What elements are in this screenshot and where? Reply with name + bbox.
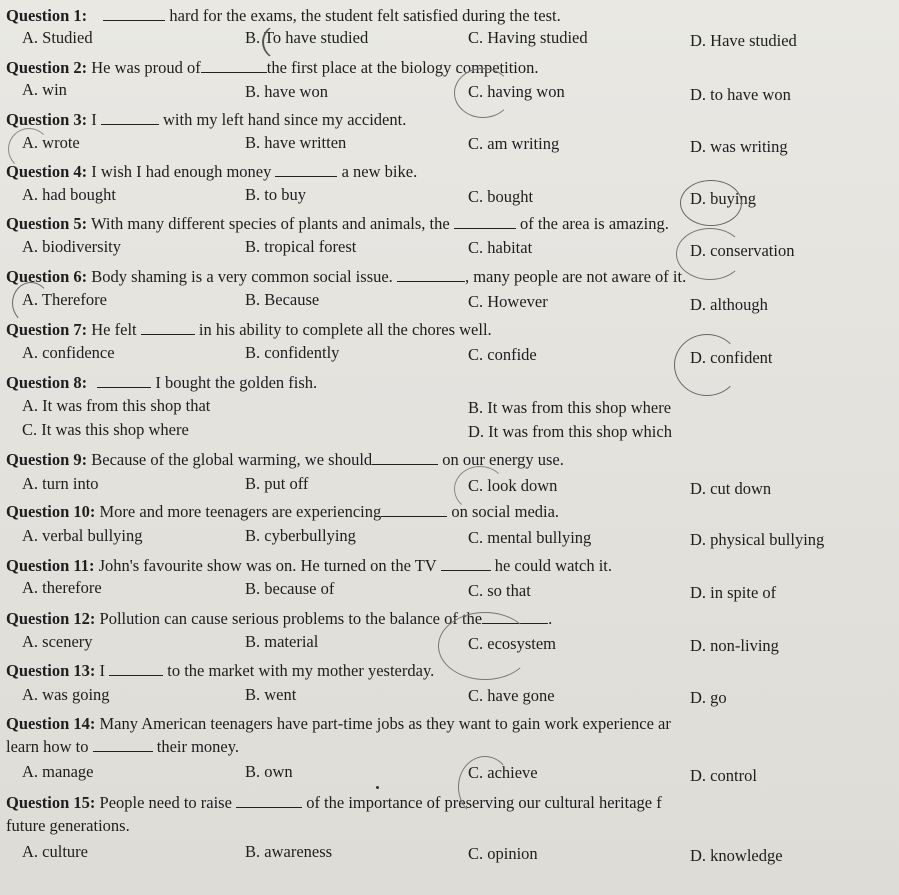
option-11d: D. in spite of xyxy=(690,583,777,602)
answer-blank xyxy=(101,111,159,125)
option-11a: A. therefore xyxy=(22,578,102,597)
option-4c: C. bought xyxy=(468,187,534,206)
question-14-line2: learn how to their money. xyxy=(6,737,240,756)
option-9a: A. turn into xyxy=(22,474,99,493)
option-4d: D. buying xyxy=(690,189,756,208)
option-10d: D. physical bullying xyxy=(690,530,825,549)
option-1a: A. Studied xyxy=(22,28,93,47)
question-14: Question 14: Many American teenagers have part-time jobs as they want to gain work experience ar xyxy=(6,714,671,733)
question-15-line2: future generations. xyxy=(6,816,130,835)
question-11: Question 11: John's favourite show was on. He turned on the TV he could watch it. xyxy=(6,556,612,575)
option-2c: C. having won xyxy=(468,82,565,101)
answer-blank xyxy=(441,557,491,571)
answer-blank xyxy=(93,738,153,752)
option-5a: A. biodiversity xyxy=(22,237,121,256)
question-12: Question 12: Pollution can cause serious problems to the balance of the . xyxy=(6,609,553,628)
option-9d: D. cut down xyxy=(690,479,772,498)
option-8a: A. It was from this shop that xyxy=(22,396,211,415)
question-15: Question 15: People need to raise of the importance of preserving our cultural heritage f xyxy=(6,793,662,812)
option-13c: C. have gone xyxy=(468,686,555,705)
option-14d: D. control xyxy=(690,766,757,785)
option-11b: B. because of xyxy=(245,579,335,598)
answer-blank xyxy=(141,321,195,335)
answer-blank xyxy=(381,503,447,517)
question-6: Question 6: Body shaming is a very common social issue. , many people are not aware of it. xyxy=(6,267,687,286)
option-12b: B. material xyxy=(245,632,319,651)
option-6a: A. Therefore xyxy=(22,290,107,309)
option-3a: A. wrote xyxy=(22,133,80,152)
question-8: Question 8: I bought the golden fish. xyxy=(6,373,318,392)
option-5d: D. conservation xyxy=(690,241,795,260)
pencil-dot xyxy=(376,786,379,789)
answer-blank xyxy=(201,59,267,73)
option-9c: C. look down xyxy=(468,476,558,495)
option-5c: C. habitat xyxy=(468,238,533,257)
option-7c: C. confide xyxy=(468,345,537,364)
answer-blank xyxy=(372,451,438,465)
option-15b: B. awareness xyxy=(245,842,333,861)
answer-blank xyxy=(97,374,151,388)
question-4: Question 4: I wish I had enough money a new bike. xyxy=(6,162,418,181)
answer-blank xyxy=(236,794,302,808)
option-4b: B. to buy xyxy=(245,185,306,204)
question-2: Question 2: He was proud of the first place at the biology competition. xyxy=(6,58,539,77)
option-10a: A. verbal bullying xyxy=(22,526,143,545)
option-8d: D. It was from this shop which xyxy=(468,422,672,441)
option-11c: C. so that xyxy=(468,581,531,600)
option-4a: A. had bought xyxy=(22,185,116,204)
option-15c: C. opinion xyxy=(468,844,538,863)
option-13d: D. go xyxy=(690,688,727,707)
option-14a: A. manage xyxy=(22,762,94,781)
answer-blank xyxy=(397,268,465,282)
option-7a: A. confidence xyxy=(22,343,115,362)
option-3c: C. am writing xyxy=(468,134,560,153)
question-9: Question 9: Because of the global warming, we should on our energy use. xyxy=(6,450,564,469)
option-13b: B. went xyxy=(245,685,297,704)
option-1d: D. Have studied xyxy=(690,31,797,50)
option-10c: C. mental bullying xyxy=(468,528,592,547)
question-3: Question 3: I with my left hand since my accident. xyxy=(6,110,407,129)
option-2a: A. win xyxy=(22,80,67,99)
option-14b: B. own xyxy=(245,762,293,781)
option-10b: B. cyberbullying xyxy=(245,526,356,545)
option-8c: C. It was this shop where xyxy=(22,420,189,439)
option-7b: B. confidently xyxy=(245,343,340,362)
option-3b: B. have written xyxy=(245,133,347,152)
option-1c: C. Having studied xyxy=(468,28,588,47)
answer-blank xyxy=(109,662,163,676)
option-15a: A. culture xyxy=(22,842,88,861)
option-12a: A. scenery xyxy=(22,632,93,651)
option-6b: B. Because xyxy=(245,290,320,309)
option-12d: D. non-living xyxy=(690,636,779,655)
option-2b: B. have won xyxy=(245,82,328,101)
answer-blank xyxy=(103,7,165,21)
option-3d: D. was writing xyxy=(690,137,788,156)
option-6c: C. However xyxy=(468,292,548,311)
option-7d: D. confident xyxy=(690,348,773,367)
answer-blank xyxy=(275,163,337,177)
answer-blank xyxy=(454,215,516,229)
question-5: Question 5: With many different species of plants and animals, the of the area is amazing. xyxy=(6,214,669,233)
question-13: Question 13: I to the market with my mother yesterday. xyxy=(6,661,435,680)
option-14c: C. achieve xyxy=(468,763,538,782)
option-2d: D. to have won xyxy=(690,85,791,104)
option-15d: D. knowledge xyxy=(690,846,783,865)
answer-blank xyxy=(482,610,548,624)
option-6d: D. although xyxy=(690,295,768,314)
option-12c: C. ecosystem xyxy=(468,634,556,653)
question-7: Question 7: He felt in his ability to complete all the chores well. xyxy=(6,320,492,339)
option-5b: B. tropical forest xyxy=(245,237,357,256)
option-13a: A. was going xyxy=(22,685,110,704)
option-1b: B. To have studied xyxy=(245,28,369,47)
option-8b: B. It was from this shop where xyxy=(468,398,672,417)
question-1: Question 1: hard for the exams, the student felt satisfied during the test. xyxy=(6,6,561,25)
option-9b: B. put off xyxy=(245,474,309,493)
question-10: Question 10: More and more teenagers are experiencing on social media. xyxy=(6,502,560,521)
